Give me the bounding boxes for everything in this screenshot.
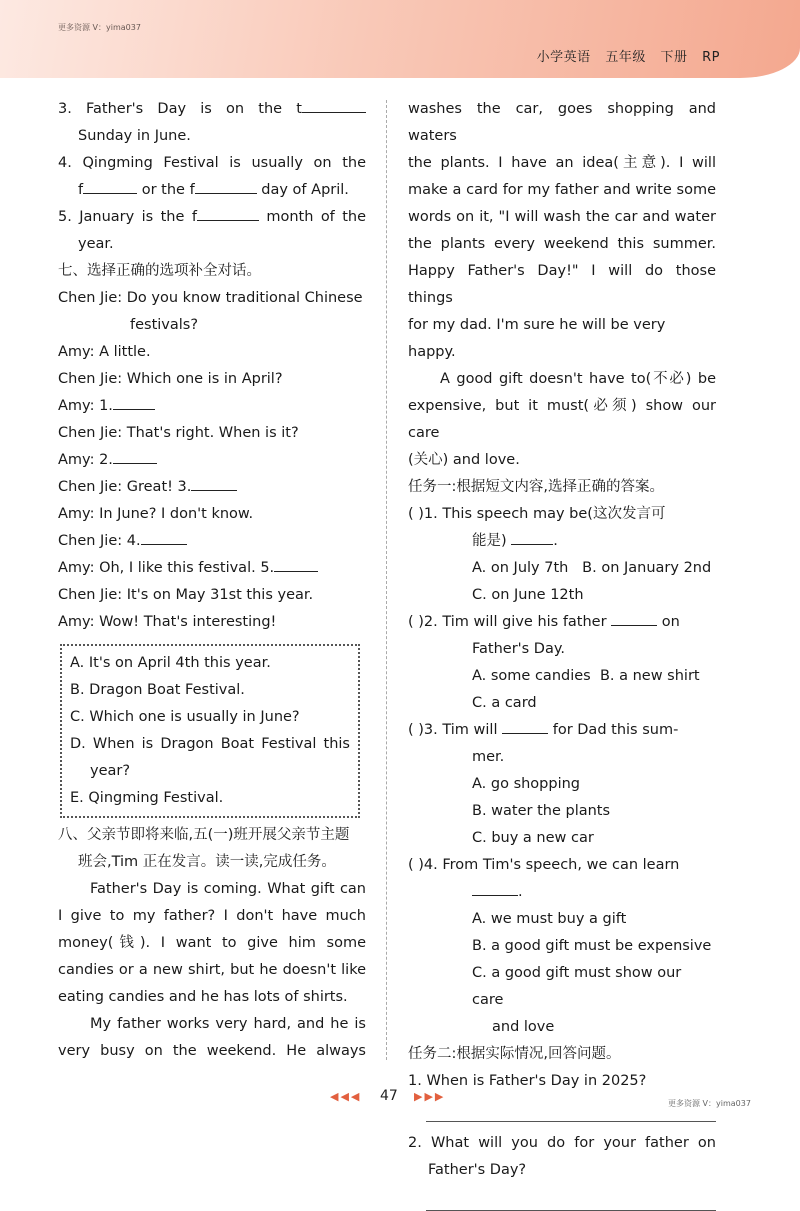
task1-q4-option-b: B. a good gift must be expensive [472,938,712,954]
task1-q1-options-ab [408,555,716,582]
passage-line-1: Father's Day is coming. What gift can [90,881,366,897]
book-series-label [527,46,720,65]
task2-q2-answer-line[interactable] [426,1184,716,1211]
left-column [58,96,366,1065]
dialog-7-text: Chen Jie: Great! 3. [58,479,192,495]
q4-line-2 [58,177,366,204]
passage-line-17: (关心) and love. [408,452,520,468]
page-right-arrows-icon: ▶▶▶ [414,1090,446,1103]
option-a: A. It's on April 4th this year. [70,655,271,671]
task1-q3-text: ( )3. Tim will [408,722,498,738]
option-d-line-2: year? [90,763,131,779]
q3-text: 3. Father's Day is on the t [58,101,302,117]
task1-q3-option-c: C. buy a new car [472,830,594,846]
task1-q4-option-c-line-2: and love [492,1019,555,1035]
task2-q2-line-1: 2. What will you do for your father on [408,1135,716,1151]
task1-q3-line-1 [408,717,716,744]
dialog-line-3: Chen Jie: Which one is in April? [58,371,283,387]
dialog-line-6 [58,447,366,474]
header-watermark: 更多资源 V：yima037 [58,23,141,32]
passage-line-10: make a card for my father and write some [408,182,716,198]
passage-line-2: I give to my father? I don't have much [58,908,366,924]
section8-heading-2: 班会,Tim 正在发言。读一读,完成任务。 [78,854,336,870]
task1-q4-line-1: ( )4. From Tim's speech, we can learn [408,857,680,873]
task1-q3-option-b: B. water the plants [472,803,611,819]
page-header-band [0,0,800,78]
grade-label: 五年级 [605,50,646,65]
passage-line-12: the plants every weekend this summer. [408,236,716,252]
dialog-10-text: Amy: Oh, I like this festival. 5. [58,560,275,576]
task1-q2-options-ab [408,663,716,690]
dialog-line-1b: festivals? [130,317,199,333]
passage-line-8: washes the car, goes shopping and waters [408,101,716,144]
task1-q1-option-a: A. on July 7th [472,560,569,576]
task1-q4-option-a: A. we must buy a gift [472,911,627,927]
dialog-line-10 [58,555,366,582]
task1-q2-line-1 [408,609,716,636]
task1-q4-option-c-line-1: C. a good gift must show our care [472,965,682,1008]
page-left-arrows-icon: ◀◀◀ [330,1090,362,1103]
task1-q3-suffix: for Dad this sum- [552,722,679,738]
option-d-line-1: D. When is Dragon Boat Festival this [70,736,350,752]
passage-line-16: expensive, but it must(必须) show our care [408,398,716,441]
dialog-line-4 [58,393,366,420]
task1-q1-option-b: B. on January 2nd [582,560,712,576]
dialog-blank-5[interactable] [274,555,318,572]
task1-heading: 任务一:根据短文内容,选择正确的答案。 [408,479,664,495]
option-e: E. Qingming Festival. [70,790,224,806]
task2-q2-line-2: Father's Day? [428,1162,527,1178]
q5-prefix: 5. January is the f [58,209,197,225]
passage-line-15: A good gift doesn't have to(不必) be [440,371,716,387]
task1-q2-text: ( )2. Tim will give his father [408,614,607,630]
dialog-line-2: Amy: A little. [58,344,151,360]
task1-q1-cont: 能是) [472,533,507,549]
dialog-6-text: Amy: 2. [58,452,113,468]
passage-line-6: My father works very hard, and he is [90,1016,366,1032]
q5-line-2: year. [78,236,114,252]
dialog-line-11: Chen Jie: It's on May 31st this year. [58,587,314,603]
dialog-4-text: Amy: 1. [58,398,113,414]
task1-q2-blank[interactable] [611,609,657,626]
dialog-line-9 [58,528,366,555]
q4-blank1-prefix: f [78,182,84,198]
passage-line-11: words on it, "I will wash the car and water [408,209,716,225]
passage-line-7: very busy on the weekend. He always [58,1043,366,1059]
dialog-line-1a: Chen Jie: Do you know traditional Chinese [58,290,363,306]
passage-line-9: the plants. I have an idea(主意). I will [408,155,716,171]
passage-line-3: money(钱). I want to give him some [58,935,366,951]
passage-line-4: candies or a new shirt, but he doesn't like [58,962,366,978]
option-c: C. Which one is usually in June? [70,709,300,725]
passage-line-13: Happy Father's Day!" I will do those things [408,263,716,306]
task1-q1-blank[interactable] [511,528,553,545]
dialog-line-12: Amy: Wow! That's interesting! [58,614,277,630]
dialog-line-5: Chen Jie: That's right. When is it? [58,425,299,441]
task1-q3-option-a: A. go shopping [472,776,581,792]
task2-q1: 1. When is Father's Day in 2025? [408,1073,647,1089]
q5-line-1 [58,204,366,231]
dialog-9-text: Chen Jie: 4. [58,533,141,549]
right-column [408,96,716,1211]
q5-suffix: month of the [266,209,366,225]
task1-q3-line-2: mer. [472,749,505,765]
dialog-blank-2[interactable] [113,447,157,464]
task1-q2-option-c: C. a card [472,695,537,711]
task1-q4-blank[interactable] [472,879,518,896]
task1-q1-line-2: 能是) . [408,528,716,555]
passage-line-14: for my dad. I'm sure he will be very happy. [408,317,666,360]
dialog-blank-4[interactable] [141,528,187,545]
task1-q2-suffix: on [661,614,680,630]
q5-blank[interactable] [197,204,259,221]
subject-label: 小学英语 [536,50,591,65]
q4-blank2-prefix: or the f [141,182,195,198]
page-number: 47 [380,1088,398,1104]
q3-line-1 [58,96,366,123]
task1-q2-line-2: Father's Day. [472,641,565,657]
section8-heading-1: 八、父亲节即将来临,五(一)班开展父亲节主题 [58,827,350,843]
options-box [60,644,360,818]
task1-q2-option-b: B. a new shirt [599,668,700,684]
task2-heading: 任务二:根据实际情况,回答问题。 [408,1046,621,1062]
dialog-blank-1[interactable] [113,393,155,410]
task1-q2-option-a: A. some candies [472,668,591,684]
q4-suffix: day of April. [261,182,349,198]
task1-q1-line-1: ( )1. This speech may be(这次发言可 [408,506,666,522]
task1-q4-line-2: . [408,879,716,906]
passage-line-5: eating candies and he has lots of shirts. [58,989,348,1005]
term-label: 下册 [660,50,688,65]
task1-q1-option-c: C. on June 12th [472,587,584,603]
q4-line-1: 4. Qingming Festival is usually on the [58,155,366,171]
dialog-line-7 [58,474,366,501]
edition-label: RP [702,50,720,65]
q4-blank-2[interactable] [195,177,257,194]
q4-blank-1[interactable] [83,177,137,194]
footer-watermark: 更多资源 V：yima037 [668,1099,751,1108]
column-divider [386,100,387,1060]
option-b: B. Dragon Boat Festival. [70,682,245,698]
q3-blank[interactable] [302,96,366,113]
dialog-blank-3[interactable] [191,474,237,491]
task1-q3-blank[interactable] [502,717,548,734]
q3-line-2: Sunday in June. [78,128,191,144]
section7-heading: 七、选择正确的选项补全对话。 [58,263,261,279]
dialog-line-8: Amy: In June? I don't know. [58,506,254,522]
